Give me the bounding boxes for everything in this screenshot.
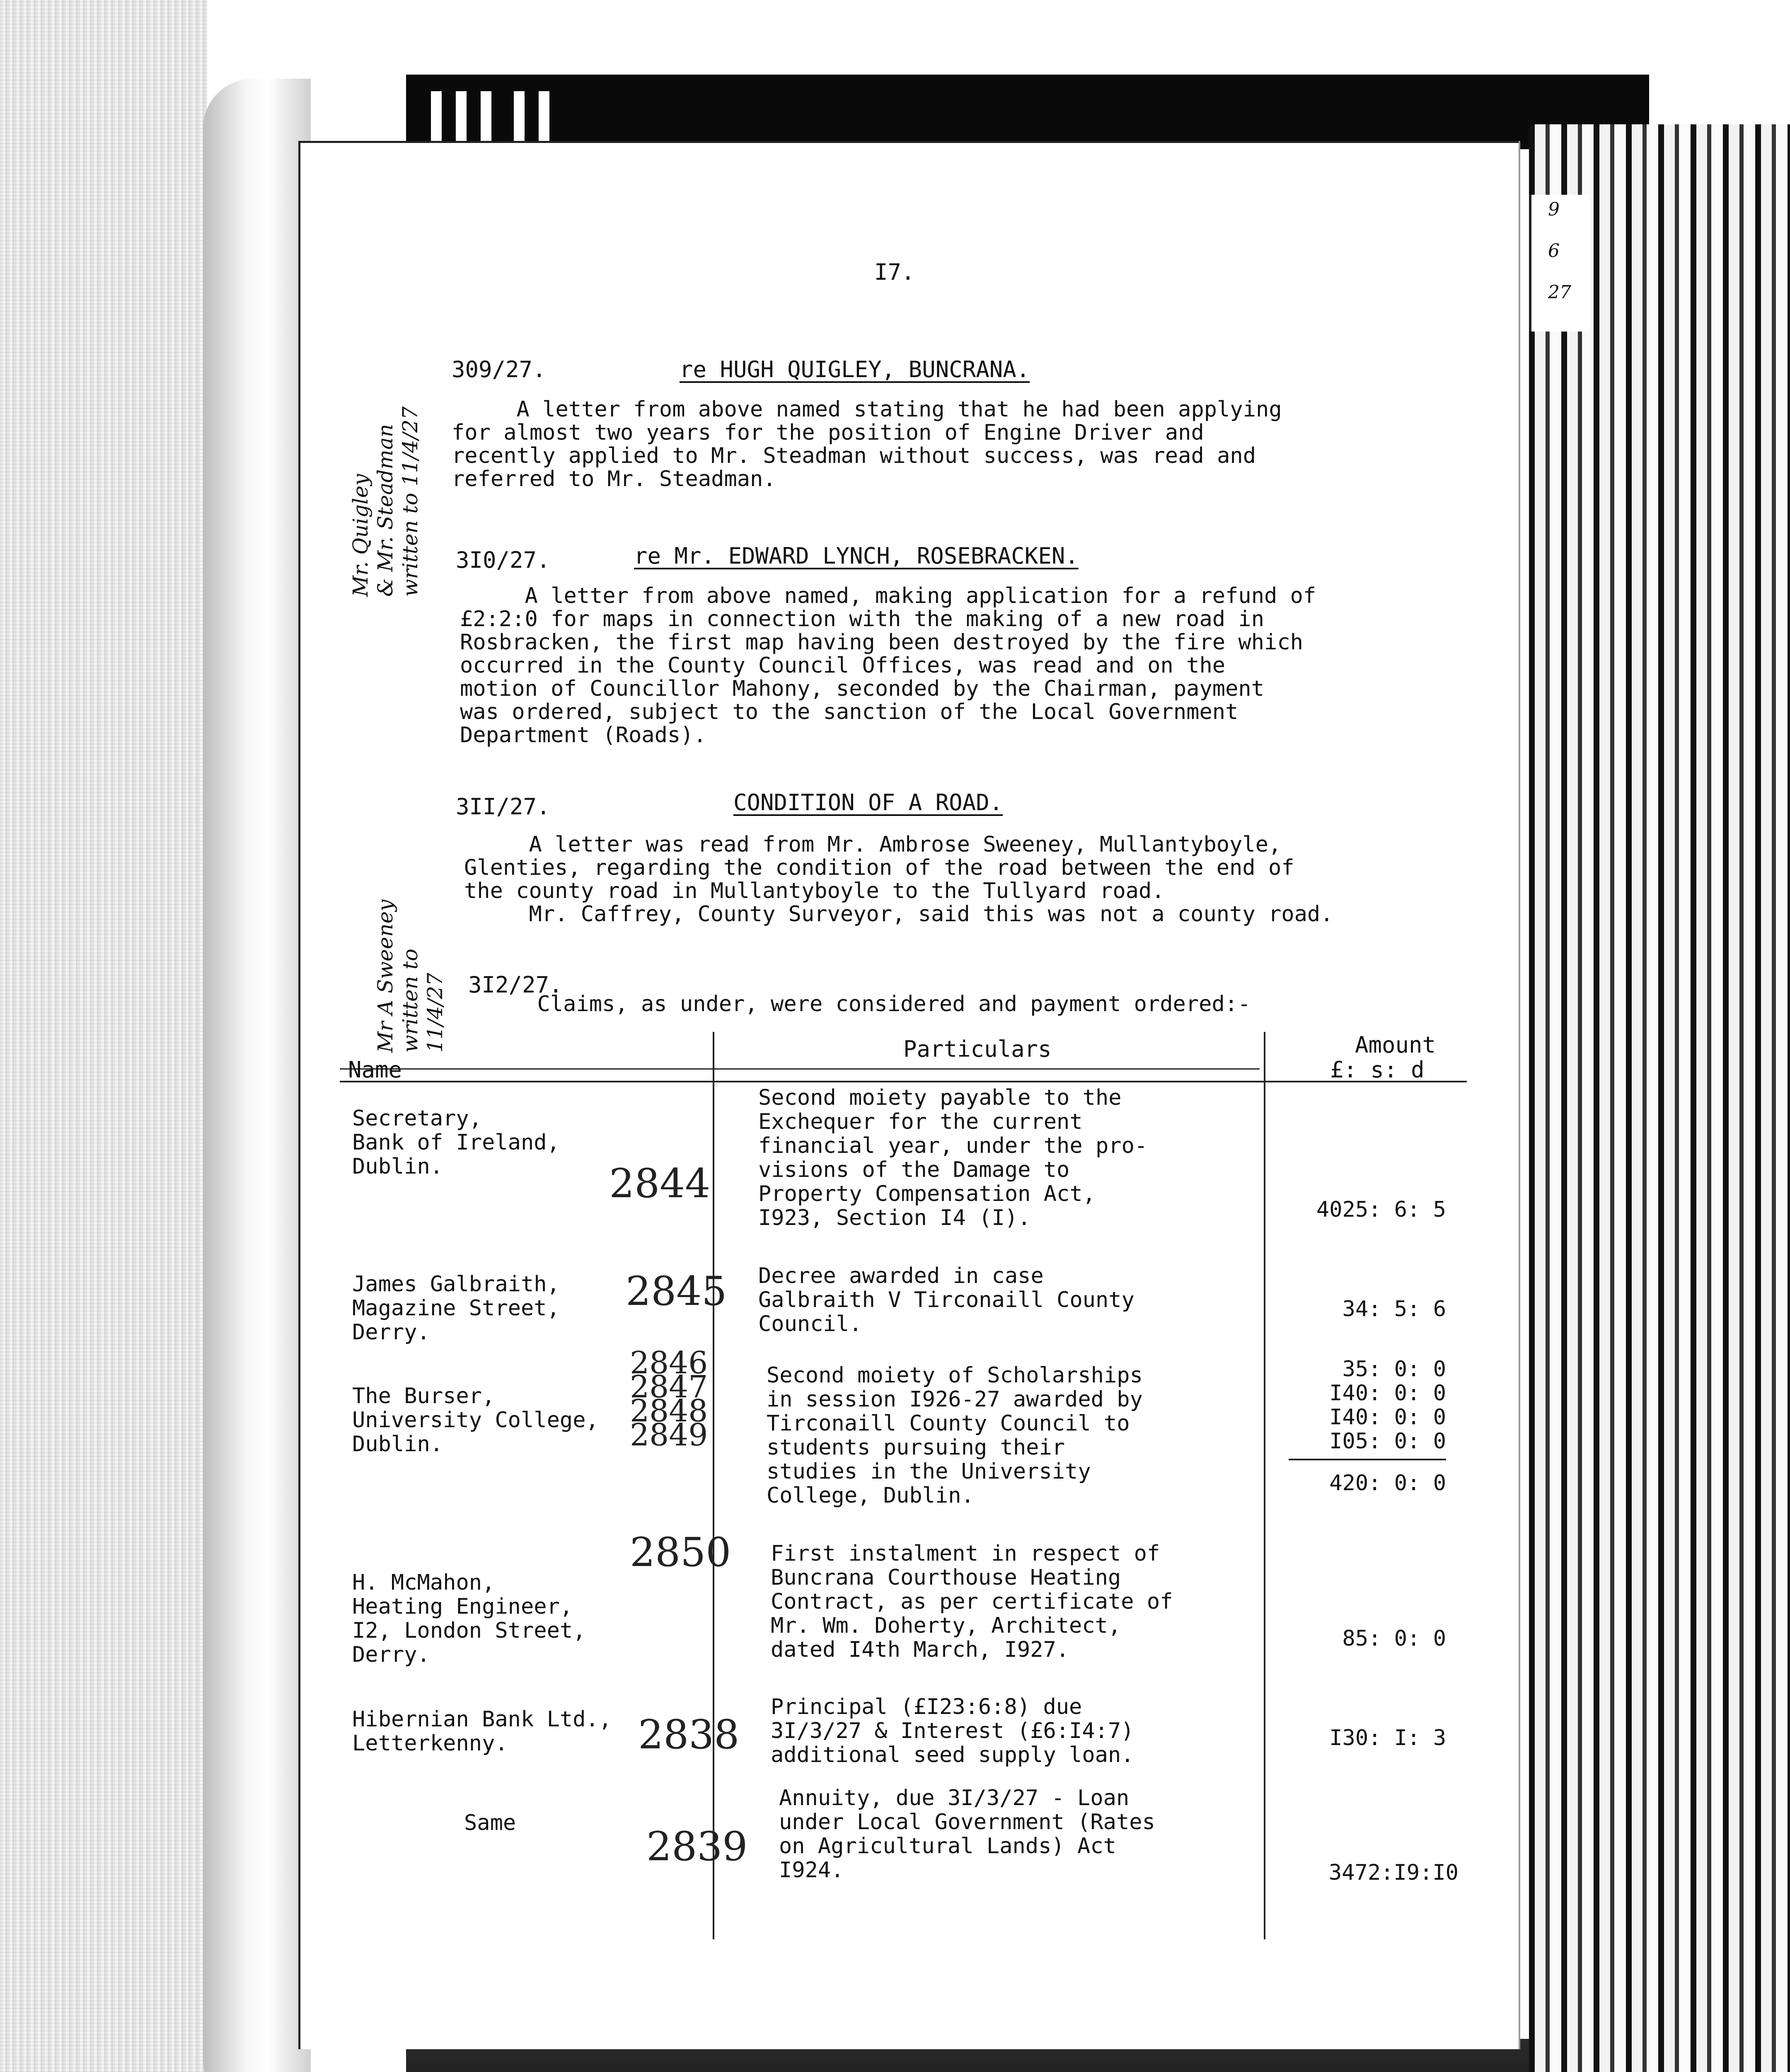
side-tab-mark: 9 (1548, 199, 1560, 220)
claim-number: 2850 (630, 1529, 731, 1576)
claim-particulars: Second moiety of Scholarships in session I926-27 awarded by Tirconaill County Council to students pursuing their studies in the University College, Dublin. (767, 1363, 1143, 1508)
claim-number: 2839 (646, 1823, 748, 1870)
minute-body: Claims, as under, were considered and payment ordered:- (472, 992, 1251, 1017)
scan-border-top (406, 75, 1649, 149)
page-number: I7. (874, 259, 915, 285)
claim-payee: The Burser, University College, Dublin. (352, 1384, 599, 1457)
minute-heading: re HUGH QUIGLEY, BUNCRANA. (680, 356, 1030, 382)
claim-amount: 35: 0: 0 I40: 0: 0 I40: 0: 0 I05: 0: 0 (1329, 1357, 1446, 1454)
minute-heading: CONDITION OF A ROAD. (733, 789, 1003, 816)
subtotal-rule (1289, 1459, 1446, 1460)
claim-number: 2845 (626, 1268, 727, 1314)
handwritten-margin-note: Mr. Quigley & Mr. Steadman written to 11/4/27 (348, 406, 422, 597)
column-header-amount: Amount (1355, 1032, 1436, 1058)
claims-table (340, 1032, 1467, 1939)
claim-particulars: Principal (£I23:6:8) due 3I/3/27 & Interest (£6:I4:7) additional seed supply loan. (771, 1694, 1134, 1767)
page-stack-edge (1529, 124, 1790, 2072)
claim-payee: James Galbraith, Magazine Street, Derry. (352, 1272, 560, 1345)
claim-number: 2838 (638, 1711, 740, 1758)
side-tab-mark: 27 (1548, 282, 1571, 303)
claim-number: 2846 2847 2848 2849 (630, 1345, 708, 1453)
minute-ref: 3I2/27. (468, 972, 563, 998)
minute-heading: re Mr. EDWARD LYNCH, ROSEBRACKEN. (634, 543, 1079, 569)
claim-amount: 85: 0: 0 (1342, 1626, 1446, 1651)
column-divider (1264, 1032, 1265, 1939)
claim-subtotal: 420: 0: 0 (1329, 1471, 1446, 1496)
claim-payee: H. McMahon, Heating Engineer, I2, London Street, Derry. (352, 1570, 586, 1667)
claim-particulars: Annuity, due 3I/3/27 - Loan under Local Government (Rates on Agricultural Lands) Act I924. (779, 1786, 1155, 1883)
side-tab-marks (1529, 195, 1589, 332)
column-header-name: Name (348, 1057, 402, 1083)
claim-payee: Same (464, 1811, 516, 1835)
scan-background-left (0, 0, 207, 2072)
claim-particulars: Decree awarded in case Galbraith V Tirconaill County Council. (758, 1264, 1134, 1336)
amount-units: £: s: d (1330, 1057, 1425, 1083)
claim-number: 2844 (609, 1160, 711, 1207)
claim-amount: I30: I: 3 (1329, 1726, 1446, 1750)
minute-body: A letter was read from Mr. Ambrose Sweeney, Mullantyboyle, Glenties, regarding the condition of the road between the end of the county road in Mullantyboyle to the Tullyard road. Mr. Caffrey, County Surveyor, said this was not a county road. (464, 832, 1333, 927)
claim-particulars: First instalment in respect of Buncrana Courthouse Heating Contract, as per certificate of Mr. Wm. Doherty, Architect, dated I4th March, I927. (771, 1541, 1173, 1662)
claim-payee: Hibernian Bank Ltd., Letterkenny. (352, 1707, 612, 1756)
table-rule (340, 1081, 1467, 1082)
binder-spine (203, 79, 311, 2072)
minute-ref: 3II/27. (456, 794, 550, 820)
claim-payee: Secretary, Bank of Ireland, Dublin. (352, 1106, 560, 1179)
minute-body: A letter from above named stating that he had been applying for almost two years for the position of Engine Driver and recently applied to Mr. Steadman without success, was read and referred to Mr. Steadman. (452, 397, 1282, 491)
claim-amount: 34: 5: 6 (1342, 1297, 1446, 1322)
minute-ref: 309/27. (452, 356, 546, 382)
column-header-particulars: Particulars (903, 1036, 1052, 1062)
claim-amount: 4025: 6: 5 (1316, 1197, 1446, 1222)
minute-body: A letter from above named, making application for a refund of £2:2:0 for maps in connection with the making of a new road in Rosbracken, the first map having been destroyed by the fire which occurred in the County Council Offices, was read and on the motion of Councillor Mahony, seconded by the Chairman, payment was ordered, subject to the sanction of the Local Government Department (Roads). (460, 583, 1316, 748)
claim-amount: 3472:I9:I0 (1328, 1860, 1459, 1885)
side-tab-mark: 6 (1548, 240, 1560, 261)
claim-particulars: Second moiety payable to the Exchequer for the current financial year, under the pro- visions of the Damage to Property Compensation Act, I923, Section I4 (I). (758, 1085, 1148, 1230)
column-divider (713, 1032, 714, 1939)
handwritten-margin-note: Mr A Sweeney written to 11/4/27 (373, 899, 447, 1053)
minute-ref: 3I0/27. (456, 547, 550, 573)
table-rule (340, 1068, 1260, 1070)
